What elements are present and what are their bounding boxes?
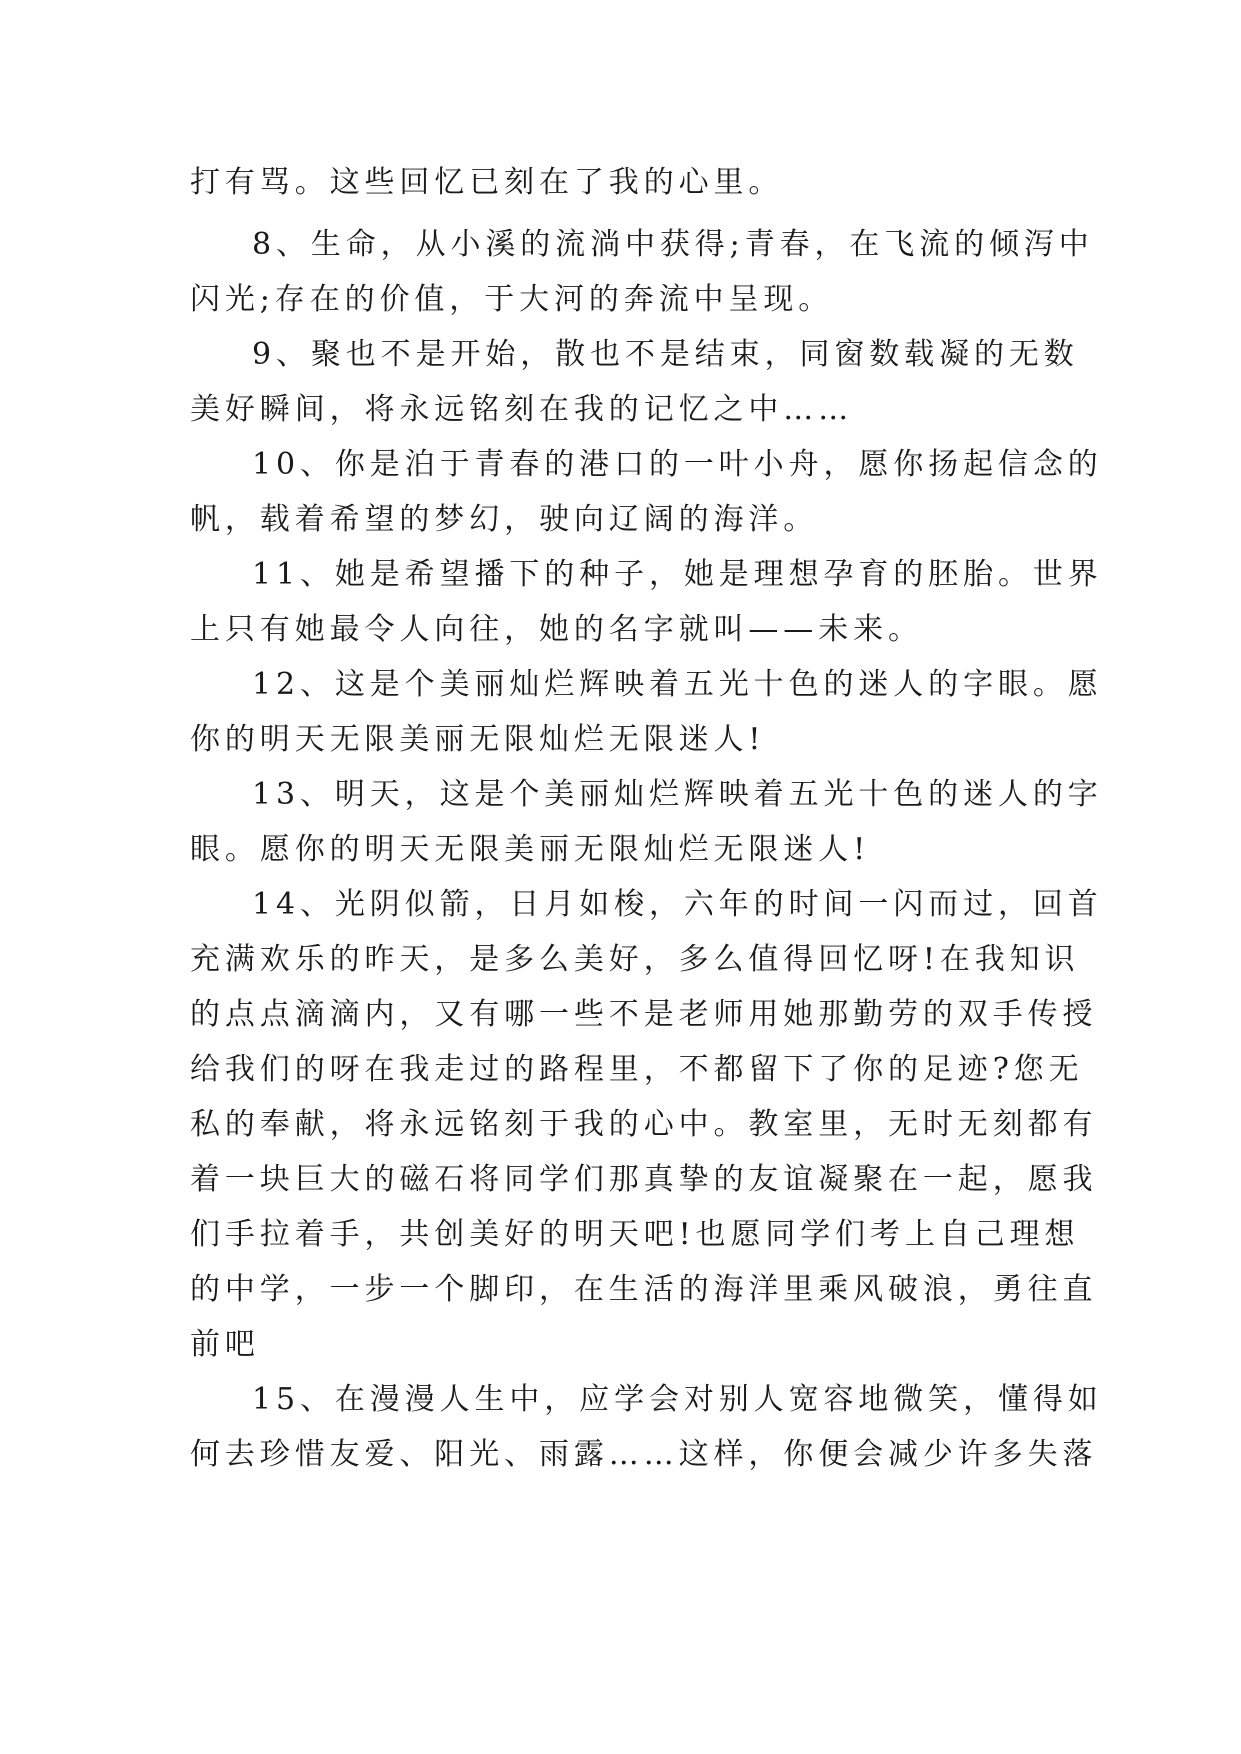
paragraph-first-line: 8、生命，从小溪的流淌中获得;青春，在飞流的倾泻中 (252, 227, 1094, 262)
text-line: 打有骂。这些回忆已刻在了我的心里。 (190, 165, 784, 200)
paragraph-first-line: 12、这是个美丽灿烂辉映着五光十色的迷人的字眼。愿 (252, 667, 1103, 702)
text-line: 的中学，一步一个脚印，在生活的海洋里乘风破浪，勇往直 (190, 1272, 1098, 1307)
text-line: 美好瞬间，将永远铭刻在我的记忆之中…… (190, 392, 854, 427)
text-line: 上只有她最令人向往，她的名字就叫——未来。 (190, 612, 923, 647)
text-line: 的点点滴滴内，又有哪一些不是老师用她那勤劳的双手传授 (190, 997, 1098, 1032)
text-line: 充满欢乐的昨天，是多么美好，多么值得回忆呀!在我知识 (190, 942, 1080, 977)
text-line: 你的明天无限美丽无限灿烂无限迷人! (190, 722, 766, 757)
paragraph-first-line: 14、光阴似箭，日月如梭，六年的时间一闪而过，回首 (252, 887, 1103, 922)
paragraph-first-line: 13、明天，这是个美丽灿烂辉映着五光十色的迷人的字 (252, 777, 1103, 812)
text-line: 何去珍惜友爱、阳光、雨露……这样，你便会减少许多失落 (190, 1437, 1098, 1472)
text-line: 给我们的呀在我走过的路程里，不都留下了你的足迹?您无 (190, 1052, 1084, 1087)
text-line: 帆，载着希望的梦幻，驶向辽阔的海洋。 (190, 502, 819, 537)
text-line: 着一块巨大的磁石将同学们那真挚的友谊凝聚在一起，愿我 (190, 1162, 1098, 1197)
text-line: 眼。愿你的明天无限美丽无限灿烂无限迷人! (190, 832, 871, 867)
paragraph-first-line: 11、她是希望播下的种子，她是理想孕育的胚胎。世界 (252, 557, 1103, 592)
paragraph-first-line: 10、你是泊于青春的港口的一叶小舟，愿你扬起信念的 (252, 447, 1103, 482)
text-line: 闪光;存在的价值，于大河的奔流中呈现。 (190, 282, 834, 317)
text-line: 前吧 (190, 1327, 260, 1362)
paragraph-first-line: 9、聚也不是开始，散也不是结束，同窗数载凝的无数 (252, 337, 1079, 372)
text-line: 私的奉献，将永远铭刻于我的心中。教室里，无时无刻都有 (190, 1107, 1098, 1142)
text-line: 们手拉着手，共创美好的明天吧!也愿同学们考上自己理想 (190, 1217, 1080, 1252)
paragraph-first-line: 15、在漫漫人生中，应学会对别人宽容地微笑，懂得如 (252, 1382, 1103, 1417)
